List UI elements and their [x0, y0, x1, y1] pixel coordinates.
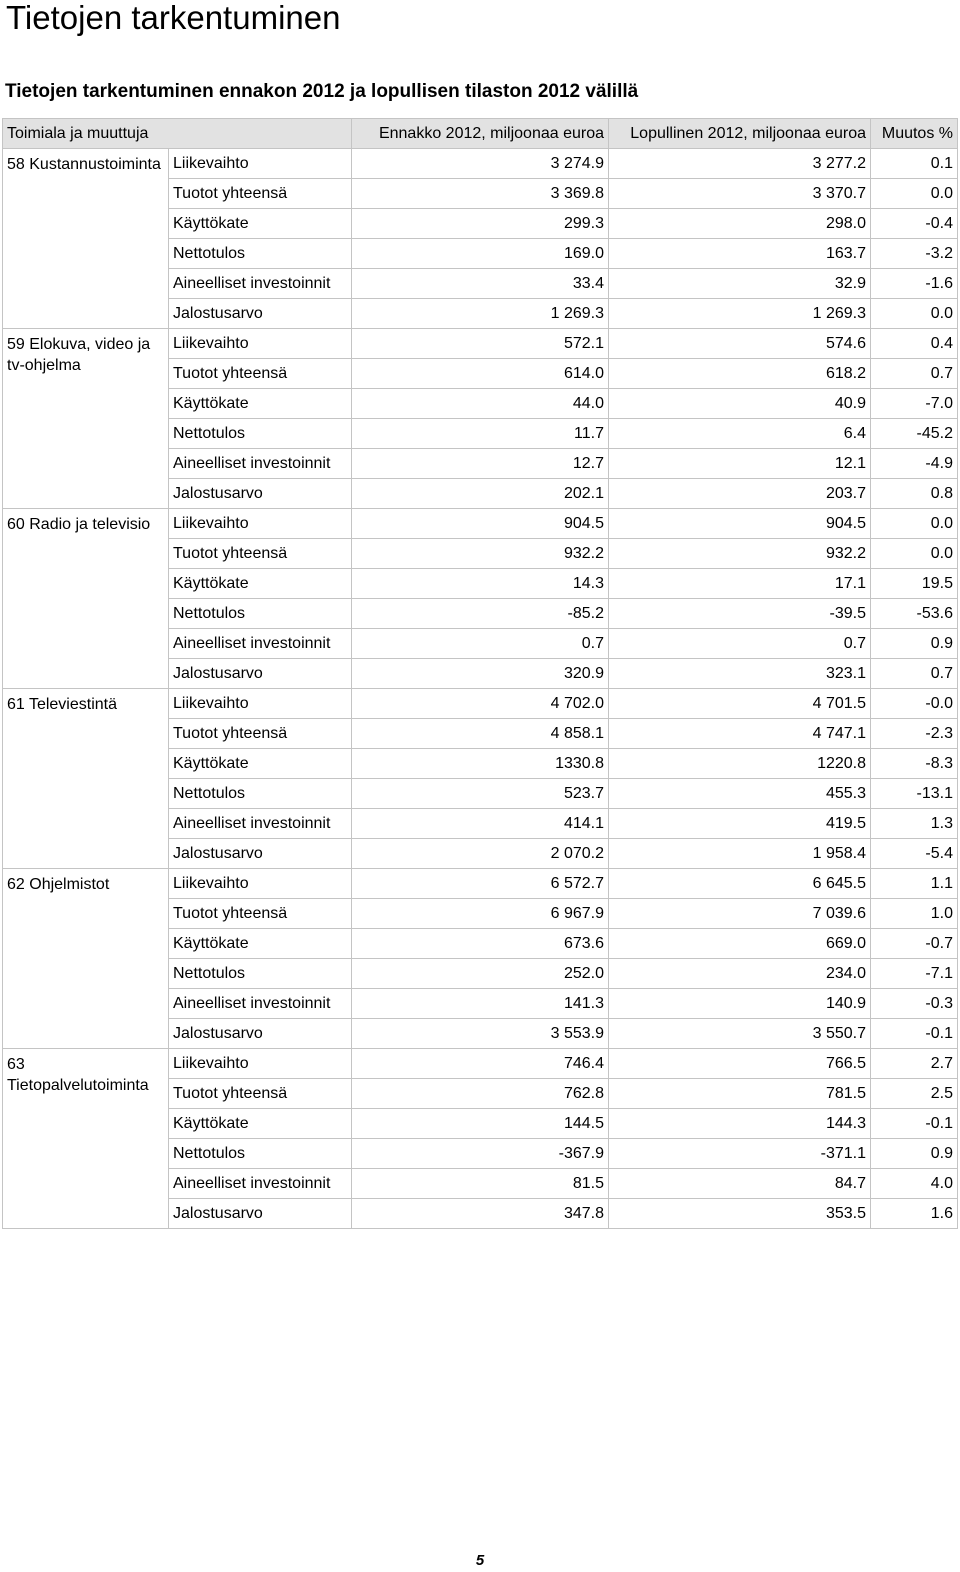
- change-value: -7.1: [871, 959, 958, 989]
- metric-cell: Aineelliset investoinnit: [169, 269, 352, 299]
- change-value: -13.1: [871, 779, 958, 809]
- preliminary-value: 746.4: [352, 1049, 609, 1079]
- metric-cell: Nettotulos: [169, 239, 352, 269]
- final-value: 203.7: [609, 479, 871, 509]
- preliminary-value: 904.5: [352, 509, 609, 539]
- change-value: 1.3: [871, 809, 958, 839]
- table-body: [3, 149, 958, 1229]
- final-value: 419.5: [609, 809, 871, 839]
- final-value: 163.7: [609, 239, 871, 269]
- preliminary-value: 81.5: [352, 1169, 609, 1199]
- header-group: Toimiala ja muuttuja: [3, 119, 352, 149]
- change-value: 1.1: [871, 869, 958, 899]
- final-value: 766.5: [609, 1049, 871, 1079]
- final-value: 6.4: [609, 419, 871, 449]
- final-value: 234.0: [609, 959, 871, 989]
- group-label: 60 Radio ja televisio: [3, 509, 169, 689]
- metric-cell: Käyttökate: [169, 749, 352, 779]
- change-value: 2.5: [871, 1079, 958, 1109]
- final-value: 298.0: [609, 209, 871, 239]
- metric-cell: Tuotot yhteensä: [169, 179, 352, 209]
- final-value: 932.2: [609, 539, 871, 569]
- final-value: 40.9: [609, 389, 871, 419]
- metric-cell: Käyttökate: [169, 929, 352, 959]
- metric-cell: Käyttökate: [169, 209, 352, 239]
- final-value: 32.9: [609, 269, 871, 299]
- change-value: -0.1: [871, 1109, 958, 1139]
- metric-cell: Jalostusarvo: [169, 839, 352, 869]
- preliminary-value: 3 274.9: [352, 149, 609, 179]
- group-label: 62 Ohjelmistot: [3, 869, 169, 1049]
- preliminary-value: 673.6: [352, 929, 609, 959]
- metric-cell: Tuotot yhteensä: [169, 1079, 352, 1109]
- final-value: 574.6: [609, 329, 871, 359]
- preliminary-value: 4 702.0: [352, 689, 609, 719]
- change-value: -53.6: [871, 599, 958, 629]
- change-value: 0.9: [871, 1139, 958, 1169]
- header-row: [3, 119, 958, 149]
- metric-cell: Aineelliset investoinnit: [169, 989, 352, 1019]
- change-value: 0.0: [871, 509, 958, 539]
- final-value: 1 958.4: [609, 839, 871, 869]
- metric-cell: Nettotulos: [169, 779, 352, 809]
- metric-cell: Jalostusarvo: [169, 479, 352, 509]
- preliminary-value: 1330.8: [352, 749, 609, 779]
- table-row: [3, 509, 958, 539]
- change-value: 2.7: [871, 1049, 958, 1079]
- preliminary-value: 3 369.8: [352, 179, 609, 209]
- preliminary-value: 169.0: [352, 239, 609, 269]
- preliminary-value: 1 269.3: [352, 299, 609, 329]
- metric-cell: Liikevaihto: [169, 509, 352, 539]
- final-value: 455.3: [609, 779, 871, 809]
- metric-cell: Nettotulos: [169, 599, 352, 629]
- change-value: 1.0: [871, 899, 958, 929]
- table-row: [3, 149, 958, 179]
- metric-cell: Liikevaihto: [169, 1049, 352, 1079]
- preliminary-value: 932.2: [352, 539, 609, 569]
- metric-cell: Liikevaihto: [169, 869, 352, 899]
- preliminary-value: 144.5: [352, 1109, 609, 1139]
- final-value: 618.2: [609, 359, 871, 389]
- metric-cell: Käyttökate: [169, 389, 352, 419]
- group-label: 58 Kustannustoiminta: [3, 149, 169, 329]
- table-row: [3, 869, 958, 899]
- group-label: 59 Elokuva, video ja tv-ohjelma: [3, 329, 169, 509]
- preliminary-value: -367.9: [352, 1139, 609, 1169]
- final-value: 3 277.2: [609, 149, 871, 179]
- metric-cell: Nettotulos: [169, 419, 352, 449]
- change-value: 0.0: [871, 539, 958, 569]
- preliminary-value: 252.0: [352, 959, 609, 989]
- group-label: 63 Tietopalvelutoiminta: [3, 1049, 169, 1229]
- preliminary-value: 12.7: [352, 449, 609, 479]
- preliminary-value: 4 858.1: [352, 719, 609, 749]
- final-value: 904.5: [609, 509, 871, 539]
- change-value: 19.5: [871, 569, 958, 599]
- final-value: 140.9: [609, 989, 871, 1019]
- metric-cell: Tuotot yhteensä: [169, 719, 352, 749]
- table-row: [3, 1049, 958, 1079]
- table-title: Tietojen tarkentuminen ennakon 2012 ja lopullisen tilaston 2012 välillä: [5, 81, 639, 102]
- change-value: -0.4: [871, 209, 958, 239]
- preliminary-value: 3 553.9: [352, 1019, 609, 1049]
- change-value: 0.0: [871, 299, 958, 329]
- change-value: -1.6: [871, 269, 958, 299]
- final-value: 3 550.7: [609, 1019, 871, 1049]
- change-value: -4.9: [871, 449, 958, 479]
- page-number: 5: [475, 1552, 485, 1569]
- preliminary-value: 347.8: [352, 1199, 609, 1229]
- preliminary-value: 33.4: [352, 269, 609, 299]
- preliminary-value: 414.1: [352, 809, 609, 839]
- final-value: 1 269.3: [609, 299, 871, 329]
- preliminary-value: 299.3: [352, 209, 609, 239]
- preliminary-value: 2 070.2: [352, 839, 609, 869]
- header-preliminary: Ennakko 2012, miljoonaa euroa: [352, 119, 609, 149]
- preliminary-value: 202.1: [352, 479, 609, 509]
- table-row: [3, 329, 958, 359]
- change-value: -0.7: [871, 929, 958, 959]
- metric-cell: Aineelliset investoinnit: [169, 449, 352, 479]
- page-title: Tietojen tarkentuminen: [6, 0, 341, 36]
- change-value: 0.7: [871, 659, 958, 689]
- metric-cell: Jalostusarvo: [169, 1019, 352, 1049]
- final-value: 12.1: [609, 449, 871, 479]
- final-value: 4 701.5: [609, 689, 871, 719]
- preliminary-value: 523.7: [352, 779, 609, 809]
- header-final: Lopullinen 2012, miljoonaa euroa: [609, 119, 871, 149]
- metric-cell: Käyttökate: [169, 1109, 352, 1139]
- final-value: 7 039.6: [609, 899, 871, 929]
- change-value: -0.0: [871, 689, 958, 719]
- metric-cell: Liikevaihto: [169, 689, 352, 719]
- change-value: 4.0: [871, 1169, 958, 1199]
- final-value: 17.1: [609, 569, 871, 599]
- metric-cell: Aineelliset investoinnit: [169, 1169, 352, 1199]
- preliminary-value: 614.0: [352, 359, 609, 389]
- metric-cell: Aineelliset investoinnit: [169, 809, 352, 839]
- final-value: 4 747.1: [609, 719, 871, 749]
- preliminary-value: 762.8: [352, 1079, 609, 1109]
- change-value: 0.9: [871, 629, 958, 659]
- final-value: -39.5: [609, 599, 871, 629]
- metric-cell: Jalostusarvo: [169, 299, 352, 329]
- final-value: 6 645.5: [609, 869, 871, 899]
- metric-cell: Liikevaihto: [169, 329, 352, 359]
- metric-cell: Nettotulos: [169, 1139, 352, 1169]
- final-value: -371.1: [609, 1139, 871, 1169]
- header-change: Muutos %: [871, 119, 958, 149]
- final-value: 1220.8: [609, 749, 871, 779]
- preliminary-value: 141.3: [352, 989, 609, 1019]
- change-value: -3.2: [871, 239, 958, 269]
- metric-cell: Käyttökate: [169, 569, 352, 599]
- metric-cell: Jalostusarvo: [169, 1199, 352, 1229]
- change-value: 0.1: [871, 149, 958, 179]
- change-value: -0.1: [871, 1019, 958, 1049]
- metric-cell: Liikevaihto: [169, 149, 352, 179]
- table-row: [3, 689, 958, 719]
- metric-cell: Tuotot yhteensä: [169, 539, 352, 569]
- final-value: 781.5: [609, 1079, 871, 1109]
- group-label: 61 Televiestintä: [3, 689, 169, 869]
- final-value: 353.5: [609, 1199, 871, 1229]
- final-value: 0.7: [609, 629, 871, 659]
- preliminary-value: 6 572.7: [352, 869, 609, 899]
- preliminary-value: 44.0: [352, 389, 609, 419]
- metric-cell: Tuotot yhteensä: [169, 899, 352, 929]
- change-value: -2.3: [871, 719, 958, 749]
- final-value: 323.1: [609, 659, 871, 689]
- final-value: 84.7: [609, 1169, 871, 1199]
- data-table: [2, 118, 958, 1229]
- metric-cell: Jalostusarvo: [169, 659, 352, 689]
- metric-cell: Nettotulos: [169, 959, 352, 989]
- change-value: -7.0: [871, 389, 958, 419]
- change-value: -8.3: [871, 749, 958, 779]
- preliminary-value: 0.7: [352, 629, 609, 659]
- change-value: 0.0: [871, 179, 958, 209]
- change-value: 1.6: [871, 1199, 958, 1229]
- change-value: -0.3: [871, 989, 958, 1019]
- preliminary-value: 11.7: [352, 419, 609, 449]
- metric-cell: Tuotot yhteensä: [169, 359, 352, 389]
- change-value: -5.4: [871, 839, 958, 869]
- final-value: 3 370.7: [609, 179, 871, 209]
- change-value: 0.7: [871, 359, 958, 389]
- metric-cell: Aineelliset investoinnit: [169, 629, 352, 659]
- final-value: 669.0: [609, 929, 871, 959]
- preliminary-value: 14.3: [352, 569, 609, 599]
- preliminary-value: 320.9: [352, 659, 609, 689]
- preliminary-value: -85.2: [352, 599, 609, 629]
- preliminary-value: 572.1: [352, 329, 609, 359]
- final-value: 144.3: [609, 1109, 871, 1139]
- change-value: 0.8: [871, 479, 958, 509]
- change-value: 0.4: [871, 329, 958, 359]
- change-value: -45.2: [871, 419, 958, 449]
- preliminary-value: 6 967.9: [352, 899, 609, 929]
